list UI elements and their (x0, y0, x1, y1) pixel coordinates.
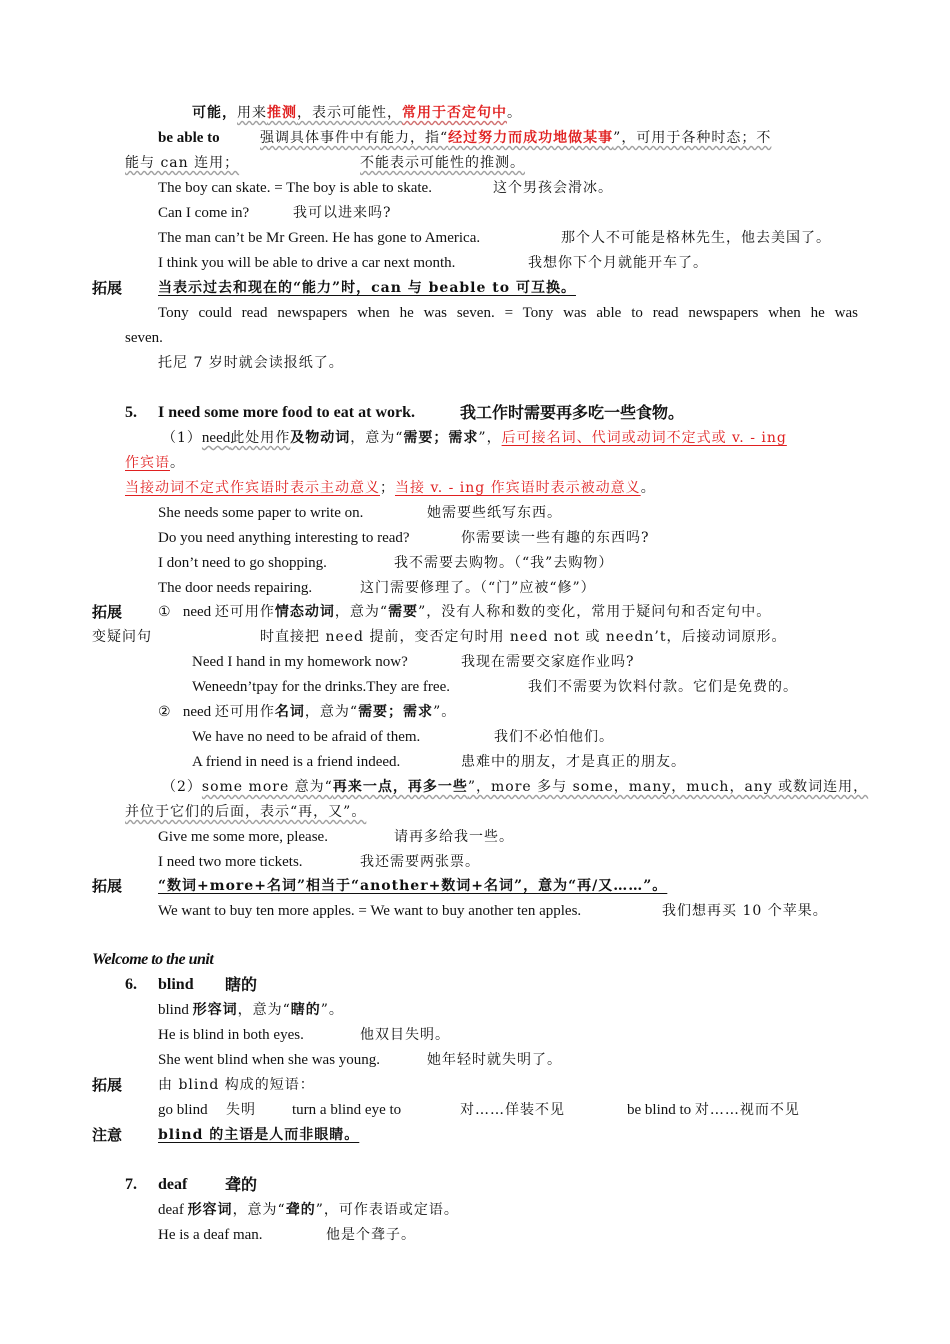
example-en: He is blind in both eyes. (158, 1027, 304, 1043)
example-en: Do you need anything interesting to read? (158, 530, 410, 546)
phrase-go-blind-cn: 失明 (226, 1102, 256, 1118)
example-en: The boy can skate. = The boy is able to skate. (158, 180, 432, 196)
line-need-modal: ① need 还可用作情态动词，意为“需要”，没有人称和数的变化，常用于疑问句和否定句中。 (158, 604, 772, 620)
extension-text: 当表示过去和现在的“能力”时，can 与 beable to 可互换。 (158, 280, 576, 296)
heading-7-word: deaf (158, 1176, 188, 1193)
phrase-turn-blind-eye-cn: 对……佯装不见 (460, 1102, 565, 1118)
example-cn: 我现在需要交家庭作业吗? (461, 654, 635, 670)
example-en: Need I hand in my homework now? (192, 654, 408, 670)
heading-5: 5. (125, 404, 137, 421)
example-cn: 我们不必怕他们。 (494, 729, 614, 745)
label-note: 注意 (92, 1126, 123, 1144)
example-cn: 他是个聋子。 (326, 1227, 416, 1243)
label-extension: 拓展 (92, 877, 123, 895)
example-cn: 你需要读一些有趣的东西吗? (461, 530, 650, 546)
phrase-go-blind: go blind (158, 1102, 208, 1118)
note-text: blind 的主语是人而非眼睛。 (158, 1127, 360, 1143)
line-deaf-def: deaf 形容词，意为“聋的”，可作表语或定语。 (158, 1202, 459, 1218)
section-title: Welcome to the unit (92, 951, 214, 968)
line-need-noun: ② need 还可用作名词，意为“需要；需求”。 (158, 704, 457, 720)
example-en: Can I come in? (158, 205, 250, 221)
example-en: The door needs repairing. (158, 580, 313, 596)
line-need-transitive-cont: 作宾语。 (125, 455, 185, 471)
example-cn: 这门需要修理了。（“门”应被“修”） (360, 580, 596, 596)
line-some-more-cont: 并位于它们的后面，表示“再，又”。 (125, 804, 367, 820)
extension-text: “数词+more+名词”相当于“another+数词+名词”，意为“再/又……”。 (158, 878, 668, 894)
line-some-more: （2）some more 意为“再来一点，再多一些”，more 多与 some，many，much，any 或数词连用， (162, 779, 869, 795)
heading-5-text: I need some more food to eat at work. (158, 404, 415, 421)
phrase-be-blind-to: be blind to 对……视而不见 (627, 1102, 800, 1118)
example-en: We want to buy ten more apples. = We want to buy another ten apples. (158, 903, 582, 919)
heading-5-cn: 我工作时需要再多吃一些食物。 (460, 403, 685, 422)
example-cn: 这个男孩会滑冰。 (493, 180, 613, 196)
heading-6: 6. (125, 976, 137, 993)
line-need-meaning: 当接动词不定式作宾语时表示主动意义；当接 v. - ing 作宾语时表示被动意义。 (125, 480, 656, 496)
example-en: I don’t need to go shopping. (158, 555, 327, 571)
example-en: The man can’t be Mr Green. He has gone to America. (158, 230, 481, 246)
example-cn: 我想你下个月就能开车了。 (528, 255, 708, 271)
example-cn: 她需要些纸写东西。 (427, 505, 562, 521)
example-cn: 我可以进来吗? (293, 205, 392, 221)
example-en: She needs some paper to write on. (158, 505, 364, 521)
example-en: Weneedn’tpay for the drinks.They are free. (192, 679, 450, 695)
label-extension: 拓展 (92, 1076, 123, 1094)
phrase-turn-blind-eye: turn a blind eye to (292, 1102, 402, 1118)
line-be-able-to-cont: 能与 can 连用； (125, 155, 240, 171)
example-cn: 请再多给我一些。 (394, 829, 514, 845)
example-cn: 我们不需要为饮料付款。它们是免费的。 (528, 679, 798, 695)
example-en: Give me some more, please. (158, 829, 328, 845)
line-be-able-to-cont2: 不能表示可能性的推测。 (360, 155, 525, 171)
label-extension: 拓展 (92, 603, 123, 621)
line-be-able-to: be able to (158, 130, 220, 146)
line-blind-def: blind 形容词，意为“瞎的”。 (158, 1002, 344, 1018)
example-cn: 我还需要两张票。 (360, 854, 480, 870)
example-en: A friend in need is a friend indeed. (192, 754, 401, 770)
example-cn: 我不需要去购物。（“我”去购物） (394, 555, 614, 571)
line-need-modal-cont-b: 时直接把 need 提前，变否定句时用 need not 或 needn’t，后接动词原形。 (260, 629, 787, 645)
example-en: I need two more tickets. (158, 854, 303, 870)
example-cn: 托尼 7 岁时就会读报纸了。 (158, 355, 344, 371)
example-en: I think you will be able to drive a car next month. (158, 255, 456, 271)
example-en: We have no need to be afraid of them. (192, 729, 421, 745)
heading-7-cn: 聋的 (225, 1175, 258, 1194)
example-en-cont: seven. (125, 330, 163, 346)
example-cn: 患难中的朋友，才是真正的朋友。 (461, 754, 686, 770)
heading-7: 7. (125, 1176, 137, 1193)
example-en: She went blind when she was young. (158, 1052, 381, 1068)
extension-text: 由 blind 构成的短语： (158, 1077, 315, 1093)
example-en: Tony could read newspapers when he was seven. = Tony was able to read newspapers when he was (158, 305, 858, 321)
heading-6-cn: 瞎的 (225, 975, 258, 994)
line-modal-can: 可能，用来推测，表示可能性，常用于否定句中。 (192, 105, 522, 121)
heading-6-word: blind (158, 976, 194, 993)
label-extension: 拓展 (92, 279, 123, 297)
example-cn: 那个人不可能是格林先生，他去美国了。 (561, 230, 831, 246)
example-cn: 她年轻时就失明了。 (427, 1052, 562, 1068)
line-be-able-to-desc: 强调具体事件中有能力，指“经过努力而成功地做某事”，可用于各种时态；不 (260, 130, 772, 146)
line-need-transitive: （1）need此处用作及物动词，意为“需要；需求”，后可接名词、代词或动词不定式或 v. - ing (162, 430, 787, 446)
line-need-modal-cont-a: 变疑问句 (92, 629, 152, 645)
example-cn: 他双目失明。 (360, 1027, 450, 1043)
example-cn: 我们想再买 10 个苹果。 (662, 903, 828, 919)
example-en: He is a deaf man. (158, 1227, 263, 1243)
